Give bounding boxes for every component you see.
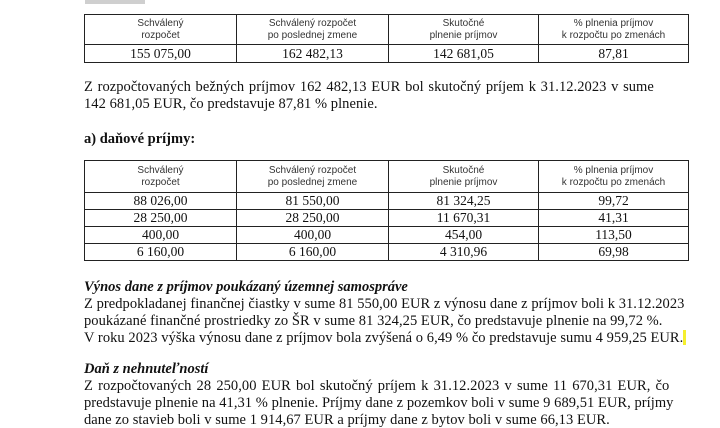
table-row <box>85 193 689 210</box>
paragraph-line: Z predpokladanej finančnej čiastky v sume 81 550,00 EUR z výnosu dane z príjmov boli k 31.12.2023 <box>84 296 685 312</box>
table-cell: 99,72 <box>539 193 689 210</box>
table-row <box>85 244 689 261</box>
header-cell: Schválený rozpočet po poslednej zmene <box>237 161 389 193</box>
paragraph-text: V roku 2023 výška výnosu dane z príjmov bola zvýšená o 6,49 % čo predstavuje sumu 4 959,25 EUR. <box>84 330 684 346</box>
paragraph-line: 142 681,05 EUR, čo predstavuje 87,81 % plnenie. <box>84 96 378 112</box>
table-cell: 454,00 <box>389 227 539 244</box>
table-cell: 155 075,00 <box>85 45 237 63</box>
paragraph-line: dane zo stavieb boli v sume 1 914,67 EUR a príjmy dane z bytov boli v sume 66,13 EUR. <box>84 412 610 428</box>
table-cell: 400,00 <box>85 227 237 244</box>
danove-prijmy-table <box>84 160 689 261</box>
table-cell: 162 482,13 <box>237 45 389 63</box>
table-cell: 28 250,00 <box>85 210 237 227</box>
table-cell: 41,31 <box>539 210 689 227</box>
section-heading: a) daňové príjmy: <box>84 131 196 147</box>
header-cell: Skutočné plnenie príjmov <box>389 161 539 193</box>
table-cell: 69,98 <box>539 244 689 261</box>
header-cell: Skutočné plnenie príjmov <box>389 15 539 45</box>
table-header-row <box>85 15 689 45</box>
table-header-row <box>85 161 689 193</box>
section-heading: Výnos dane z príjmov poukázaný územnej samospráve <box>84 279 408 295</box>
cropped-heading-fragment <box>85 0 145 4</box>
table-cell: 81 550,00 <box>237 193 389 210</box>
header-cell: Schválený rozpočet <box>85 15 237 45</box>
header-cell: Schválený rozpočet po poslednej zmene <box>237 15 389 45</box>
table-cell: 11 670,31 <box>389 210 539 227</box>
table-cell: 6 160,00 <box>85 244 237 261</box>
bezne-prijmy-table <box>84 14 689 63</box>
table-cell: 113,50 <box>539 227 689 244</box>
paragraph-line: poukázané finančné prostriedky zo ŠR v sume 81 324,25 EUR, čo predstavuje plnenie na 99,72 %. <box>84 313 663 329</box>
section-heading: Daň z nehnuteľností <box>84 361 209 377</box>
header-cell: % plnenia príjmov k rozpočtu po zmenách <box>539 15 689 45</box>
table-cell: 6 160,00 <box>237 244 389 261</box>
paragraph-line: predstavuje plnenie na 41,31 % plnenie. Príjmy dane z pozemkov boli v sume 9 689,51 EUR, príjmy <box>84 395 674 411</box>
table-cell: 87,81 <box>539 45 689 63</box>
table-cell: 28 250,00 <box>237 210 389 227</box>
header-cell: % plnenia príjmov k rozpočtu po zmenách <box>539 161 689 193</box>
paragraph-line: Z rozpočtovaných bežných príjmov 162 482,13 EUR bol skutočný príjem k 31.12.2023 v sume <box>84 79 654 95</box>
text-cursor-highlight <box>683 330 686 345</box>
table-cell: 81 324,25 <box>389 193 539 210</box>
table-row <box>85 210 689 227</box>
paragraph-line: Z rozpočtovaných 28 250,00 EUR bol skutočný príjem k 31.12.2023 v sume 11 670,31 EUR, čo <box>84 378 670 394</box>
table-cell: 88 026,00 <box>85 193 237 210</box>
header-cell: Schválený rozpočet <box>85 161 237 193</box>
paragraph-line <box>84 330 686 346</box>
table-cell: 4 310,96 <box>389 244 539 261</box>
table-cell: 142 681,05 <box>389 45 539 63</box>
table-cell: 400,00 <box>237 227 389 244</box>
table-row <box>85 227 689 244</box>
table-row <box>85 45 689 63</box>
